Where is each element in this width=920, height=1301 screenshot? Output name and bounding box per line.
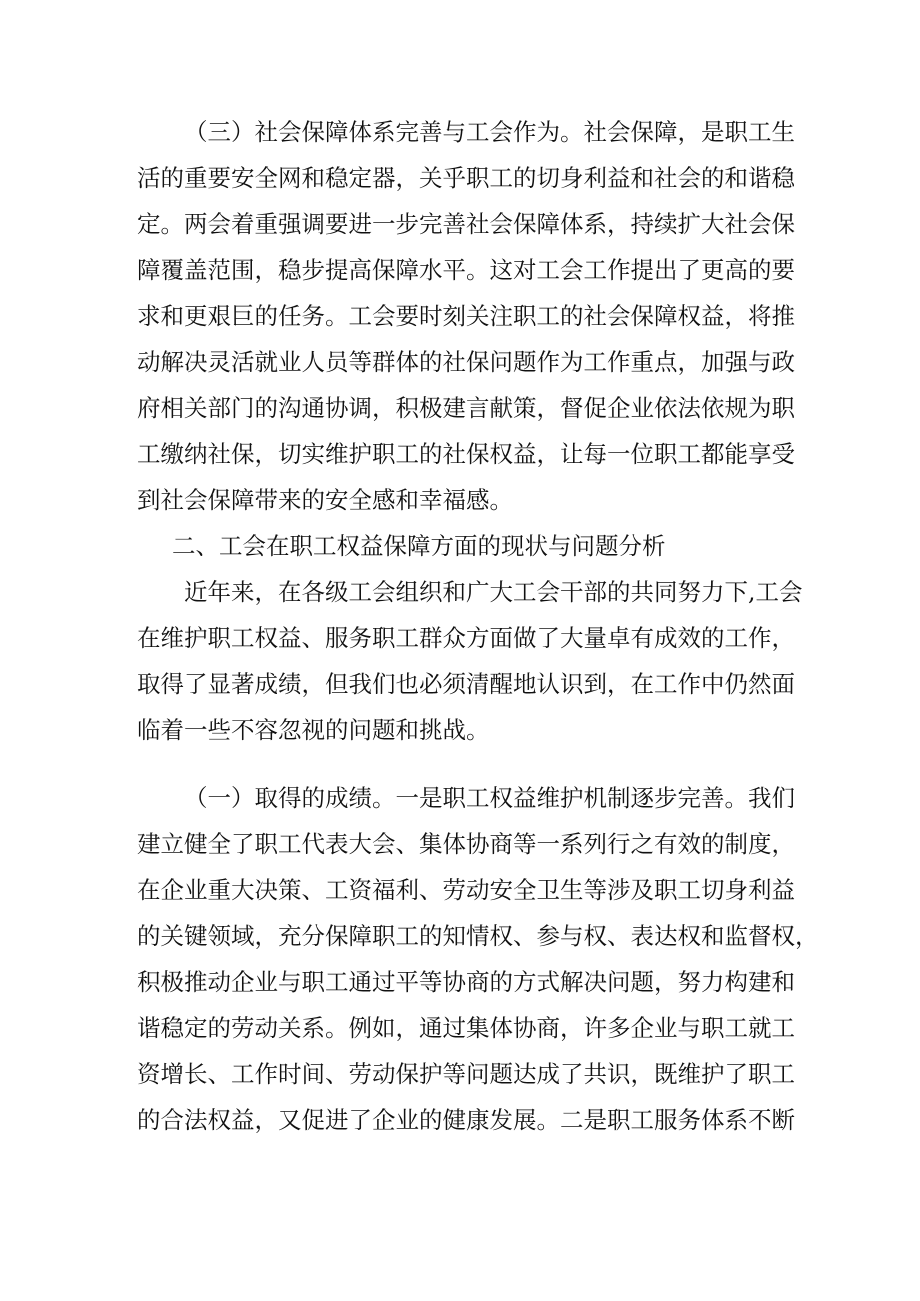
paragraph-3-line-6: 谐稳定的劳动关系。例如，通过集体协商，许多企业与职工就工 [137,1014,795,1042]
paragraph-2-line-3: 取得了显著成绩，但我们也必须清醒地认识到，在工作中仍然面 [137,670,795,698]
paragraph-3-line-2: 建立健全了职工代表大会、集体协商等一系列行之有效的制度， [137,830,795,858]
paragraph-1-line-3: 定。两会着重强调要进一步完善社会保障体系，持续扩大社会保 [137,210,795,238]
paragraph-1-line-2: 活的重要安全网和稳定器，关乎职工的切身利益和社会的和谐稳 [137,164,795,192]
paragraph-3-line-1: （一）取得的成绩。一是职工权益维护机制逐步完善。我们 [184,784,795,812]
paragraph-1-line-9: 到社会保障带来的安全感和幸福感。 [137,486,513,514]
paragraph-1-line-7: 府相关部门的沟通协调，积极建言献策，督促企业依法依规为职 [137,394,795,422]
paragraph-1-line-4: 障覆盖范围，稳步提高保障水平。这对工会工作提出了更高的要 [137,256,795,284]
paragraph-1-line-6: 动解决灵活就业人员等群体的社保问题作为工作重点，加强与政 [137,348,795,376]
paragraph-2-line-2: 在维护职工权益、服务职工群众方面做了大量卓有成效的工作， [137,624,795,652]
paragraph-3-line-5: 积极推动企业与职工通过平等协商的方式解决问题，努力构建和 [137,968,795,996]
paragraph-1-line-5: 求和更艰巨的任务。工会要时刻关注职工的社会保障权益，将推 [137,302,795,330]
paragraph-3-line-8: 的合法权益，又促进了企业的健康发展。二是职工服务体系不断 [137,1106,795,1134]
paragraph-3-line-7: 资增长、工作时间、劳动保护等问题达成了共识，既维护了职工 [137,1060,795,1088]
paragraph-1-line-1: （三）社会保障体系完善与工会作为。社会保障，是职工生 [184,118,795,146]
section-heading: 二、工会在职工权益保障方面的现状与问题分析 [172,532,666,560]
paragraph-2-line-1: 近年来，在各级工会组织和广大工会干部的共同努力下,工会 [184,578,803,606]
paragraph-2-line-4: 临着一些不容忽视的问题和挑战。 [137,716,490,744]
paragraph-3-line-4: 的关键领域，充分保障职工的知情权、参与权、表达权和监督权， [137,922,819,950]
paragraph-1-line-8: 工缴纳社保，切实维护职工的社保权益，让每一位职工都能享受 [137,440,795,468]
paragraph-3-line-3: 在企业重大决策、工资福利、劳动安全卫生等涉及职工切身利益 [137,876,795,904]
